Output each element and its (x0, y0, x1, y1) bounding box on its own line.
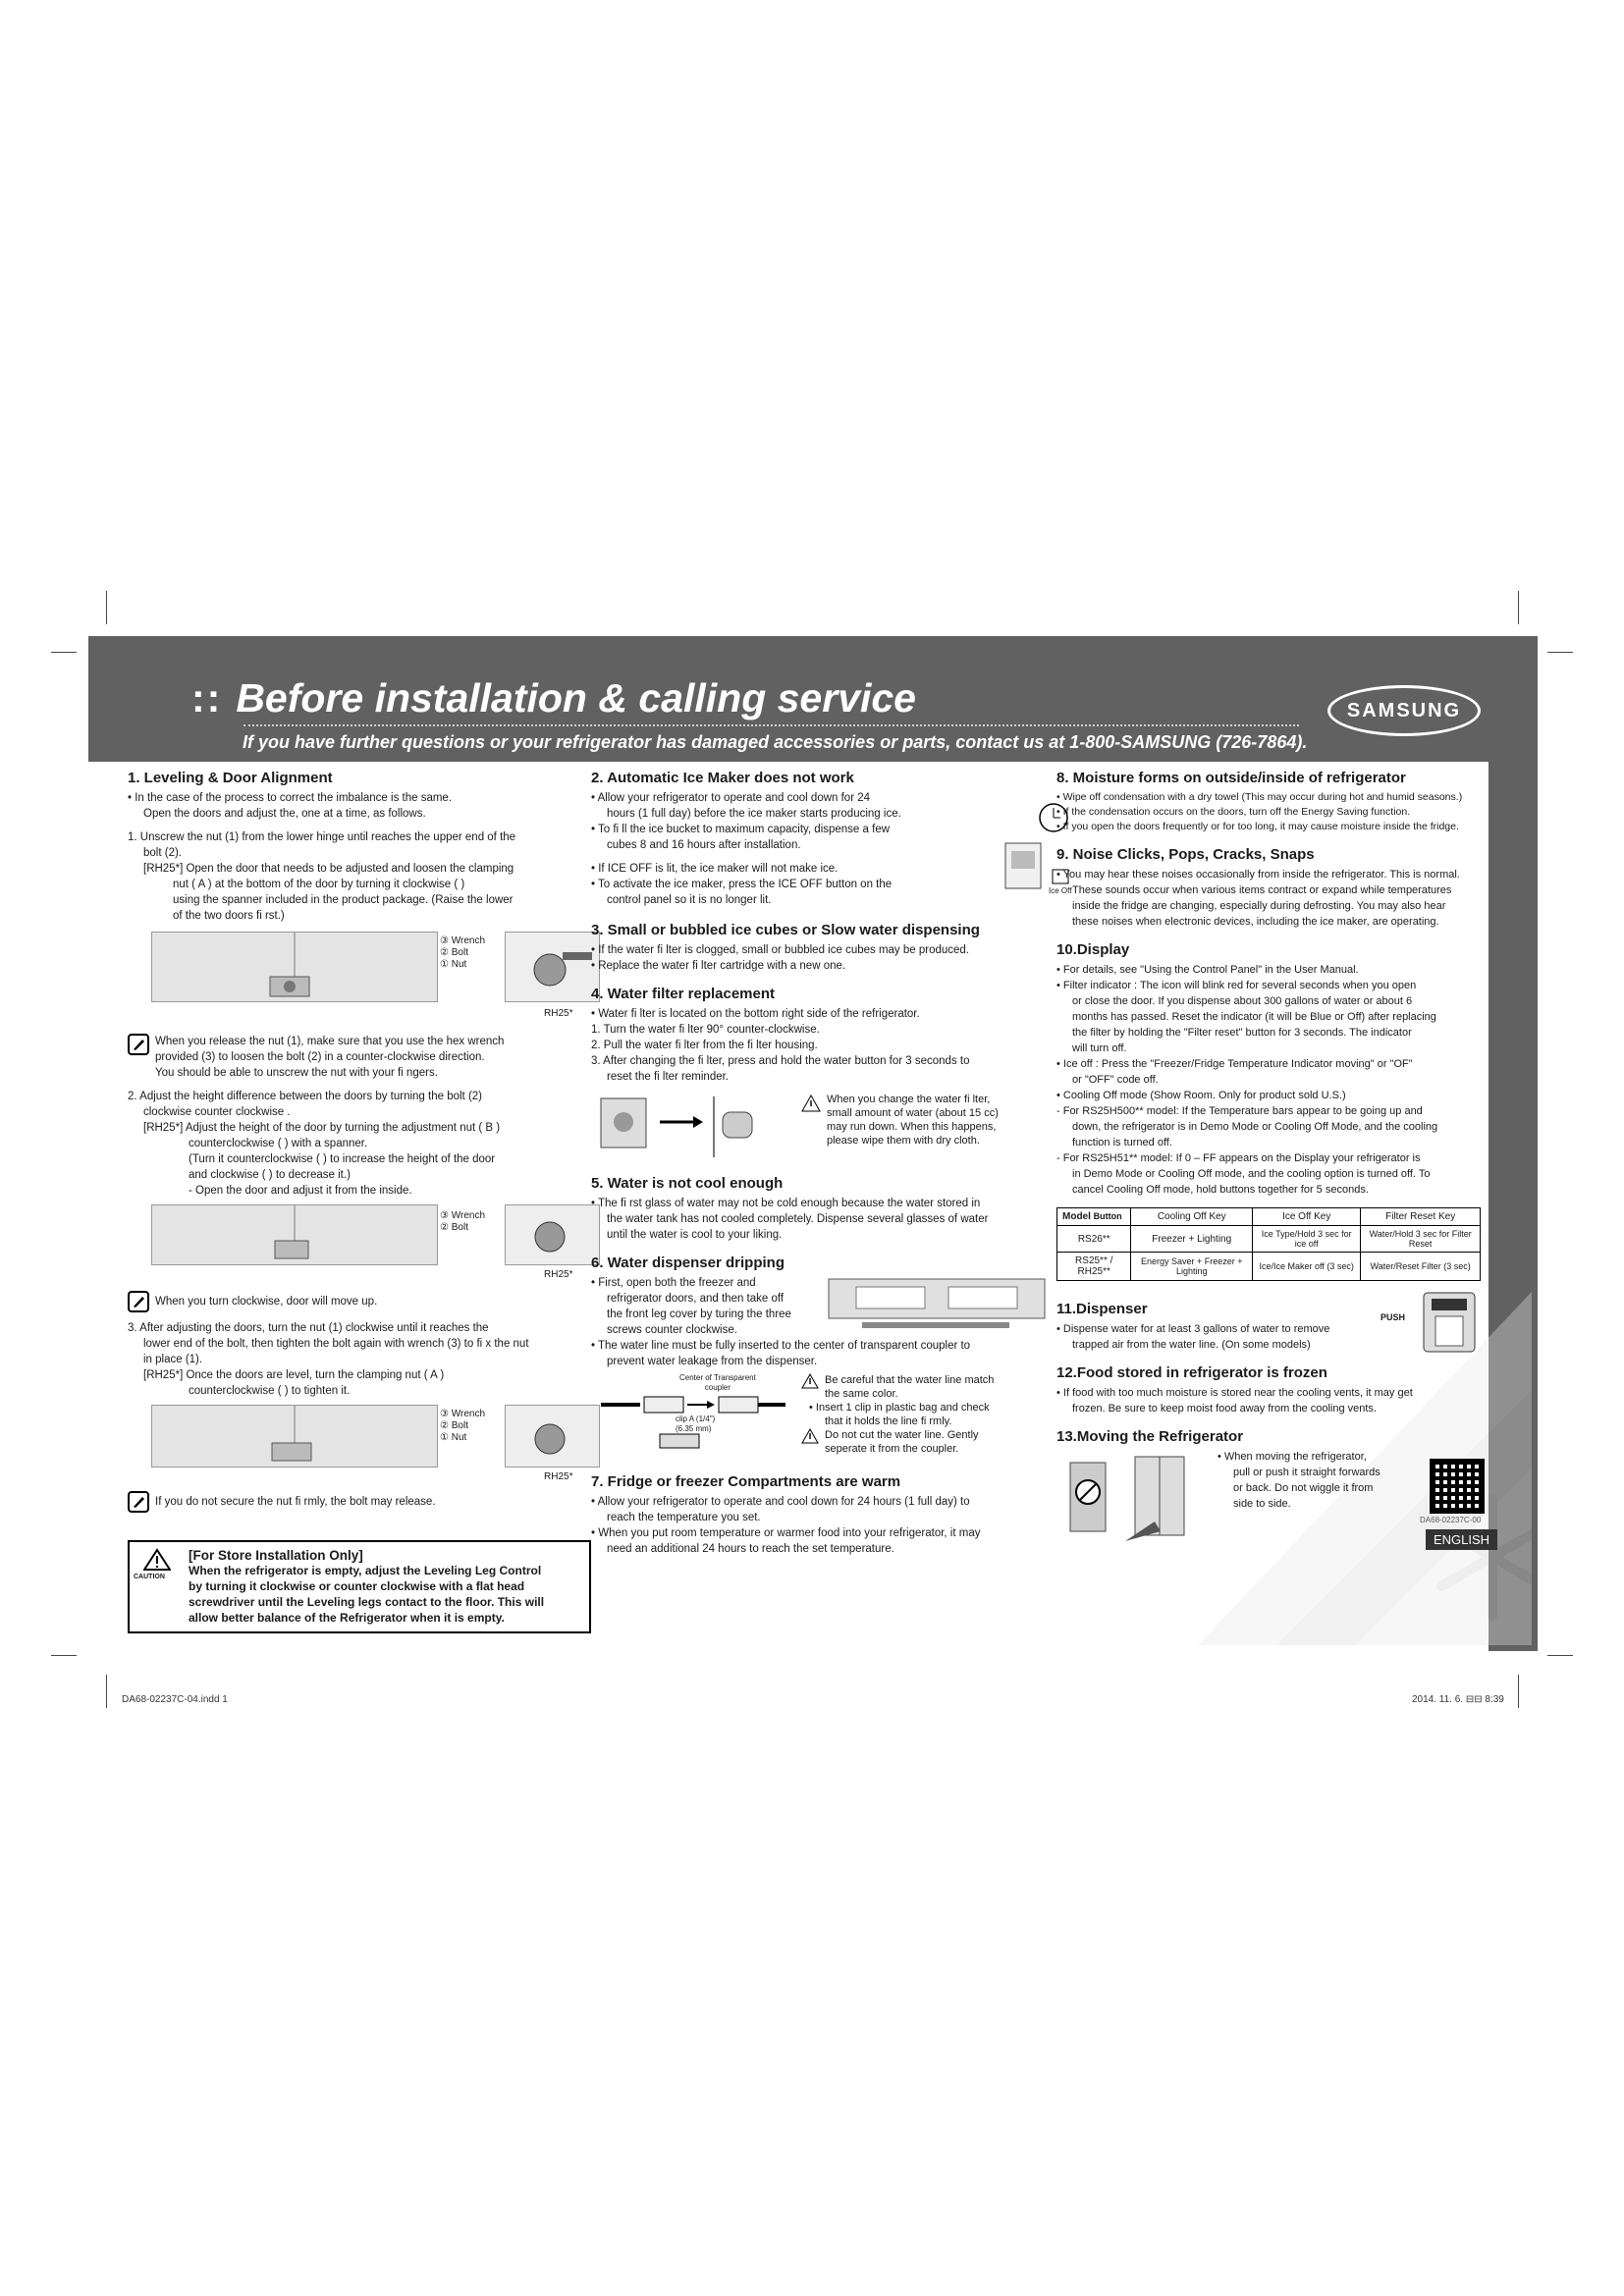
s1-step2: (Turn it counterclockwise ( ) to increase the height of the door (189, 1153, 496, 1165)
s6-text: • First, open both the freezer and (591, 1277, 756, 1289)
s4-text: 3. After changing the fi lter, press and hold the water button for 3 seconds to (591, 1055, 970, 1067)
coupler-note-text: seperate it from the coupler. (825, 1443, 959, 1455)
table-cell: Water/Reset Filter (3 sec) (1361, 1253, 1481, 1281)
coupler-note-1 (801, 1373, 994, 1401)
rh25-bolt-illustration (505, 1204, 600, 1265)
label-wrench: ③ Wrench (440, 1210, 486, 1221)
door-bolt-illustration (151, 1204, 438, 1265)
section-12-title: 12.Food stored in refrigerator is frozen (1056, 1364, 1327, 1381)
s12-text: • If food with too much moisture is stored near the cooling vents, it may get (1056, 1387, 1413, 1399)
coupler-figure (591, 1373, 1102, 1458)
table-cell: RS26** (1057, 1226, 1131, 1253)
s10-text: cancel Cooling Off mode, hold buttons together for 5 seconds. (1072, 1184, 1369, 1196)
s10-text: in Demo Mode or Cooling Off mode, and the cooling option is turned off. To (1072, 1168, 1431, 1180)
section-10-title: 10.Display (1056, 941, 1130, 958)
warning-triangle-icon (801, 1428, 819, 1444)
label-bolt: ② Bolt (440, 1420, 468, 1431)
coupler-label (679, 1373, 756, 1393)
clamp-drawing-icon (506, 1406, 599, 1467)
header-button-label: Button (1093, 1211, 1122, 1221)
s2-text: • To fi ll the ice bucket to maximum capacity, dispense a few (591, 824, 891, 835)
title-text: Before installation & calling service (236, 675, 916, 721)
s9-text: these noises when electronic devices, including the ice maker, are operating. (1072, 916, 1439, 928)
s10-text: or "OFF" code off. (1072, 1074, 1159, 1086)
section-6-body (591, 1275, 1102, 1338)
s10-text: down, the refrigerator is in Demo Mode or Cooling Off Mode, and the cooling (1072, 1121, 1438, 1133)
table-row (1057, 1226, 1481, 1253)
hinge-drawing-icon (152, 933, 437, 1001)
s8-text: • Wipe off condensation with a dry towel (This may occur during hot and humid seasons.) (1056, 791, 1463, 803)
note-3-text: If you do not secure the nut fi rmly, the bolt may release. (155, 1496, 436, 1508)
s9-text: • You may hear these noises occasionally from inside the refrigerator. This is normal. (1056, 869, 1460, 881)
caution-text: allow better balance of the Refrigerator when it is empty. (189, 1611, 505, 1625)
filter-note (827, 1093, 999, 1148)
label-wrench: ③ Wrench (440, 1409, 486, 1419)
figure-3-labels (440, 1409, 485, 1444)
section-2-title: 2. Automatic Ice Maker does not work (591, 770, 854, 786)
s8-text: • If the condensation occurs on the doors, turn off the Energy Saving function. (1056, 806, 1411, 818)
s4-text: 1. Turn the water fi lter 90° counter-clockwise. (591, 1024, 820, 1036)
s11-text: trapped air from the water line. (On some models) (1072, 1339, 1311, 1351)
s1-step1: 1. Unscrew the nut (1) from the lower hinge until reaches the upper end of the (128, 831, 516, 843)
note-1 (128, 1034, 638, 1081)
label-nut: ① Nut (440, 959, 467, 970)
s10-text: function is turned off. (1072, 1137, 1172, 1148)
clip-label-line: (6.35 mm) (676, 1424, 712, 1433)
ice-maker-icon (1003, 841, 1043, 890)
warning-triangle-icon (801, 1373, 819, 1389)
figure-1-model: RH25* (544, 1008, 573, 1019)
s1-step1: of the two doors fi rst.) (173, 910, 285, 922)
s7-text: • When you put room temperature or warmer food into your refrigerator, it may (591, 1527, 981, 1539)
figure-2-model: RH25* (544, 1269, 573, 1280)
coupler-note-text: the same color. (825, 1388, 898, 1400)
dotted-divider (244, 724, 1299, 726)
s4-text: • Water fi lter is located on the bottom right side of the refrigerator. (591, 1008, 920, 1020)
section-13-body (1056, 1449, 1489, 1557)
note-1-text: You should be able to unscrew the nut with your fi ngers. (155, 1067, 438, 1079)
column-left (128, 770, 638, 1633)
figure-2-labels (440, 1210, 485, 1234)
s5-text: • The fi rst glass of water may not be cold enough because the water stored in (591, 1198, 981, 1209)
s10-text: • For details, see "Using the Control Panel" in the User Manual. (1056, 964, 1359, 976)
s10-text: or close the door. If you dispense about 300 gallons of water or about 6 (1072, 995, 1413, 1007)
figure-2 (151, 1204, 638, 1287)
s10-text: • Cooling Off mode (Show Room. Only for product sold U.S.) (1056, 1090, 1346, 1101)
s13-text: pull or push it straight forwards (1233, 1467, 1380, 1478)
s1-text: Open the doors and adjust the, one at a time, as follows. (143, 808, 426, 820)
subtitle: If you have further questions or your refrigerator has damaged accessories or parts, contact us at 1-800-SAMSUNG (726-7864). (243, 732, 1308, 752)
coupler-note-text: Be careful that the water line match (825, 1374, 995, 1386)
coupler-note-text: • Insert 1 clip in plastic bag and check (809, 1402, 990, 1414)
section-6-title: 6. Water dispenser dripping (591, 1255, 785, 1271)
caution-title: [For Store Installation Only] (189, 1548, 363, 1563)
crop-mark (1547, 652, 1573, 653)
s3-text: • If the water fi lter is clogged, small or bubbled ice cubes may be produced. (591, 944, 970, 956)
s7-text: need an additional 24 hours to reach the set temperature. (607, 1543, 894, 1555)
ice-off-label: Ice Off (1049, 886, 1072, 895)
clip-label-line: clip A (1/4") (676, 1415, 716, 1423)
note-1-text: When you release the nut (1), make sure that you use the hex wrench (155, 1036, 505, 1047)
s10-text: • Filter indicator : The icon will blink red for several seconds when you open (1056, 980, 1417, 991)
s1-step3: lower end of the bolt, then tighten the bolt again with wrench (3) to fi x the nut (143, 1338, 529, 1350)
table-row (1057, 1253, 1481, 1281)
crop-mark (106, 591, 107, 624)
document-code: DA68-02237C-00 (1420, 1516, 1482, 1524)
hinge-illustration (151, 932, 438, 1002)
s10-text: months has passed. Reset the indicator (it will be Blue or Off) after replacing (1072, 1011, 1436, 1023)
caution-box (128, 1540, 591, 1633)
s2-text: • Allow your refrigerator to operate and cool down for 24 (591, 792, 871, 804)
crop-mark (1518, 591, 1519, 624)
s2-text: cubes 8 and 16 hours after installation. (607, 839, 801, 851)
caution-triangle-icon (143, 1548, 171, 1572)
section-2-body (591, 790, 1102, 908)
s9-text: inside the fridge are changing, especially during defrosting. You may also hear (1072, 900, 1446, 912)
warning-triangle-icon (801, 1095, 821, 1112)
s4-text: reset the fi lter reminder. (607, 1071, 729, 1083)
s1-step3: counterclockwise ( ) to tighten it. (189, 1385, 351, 1397)
note-pencil-icon (128, 1291, 149, 1312)
section-11 (1056, 1301, 1489, 1353)
section-8-title: 8. Moisture forms on outside/inside of refrigerator (1056, 770, 1406, 786)
crop-mark (106, 1675, 107, 1708)
s4-text: 2. Pull the water fi lter from the fi lter housing. (591, 1040, 818, 1051)
s1-step1: nut ( A ) at the bottom of the door by turning it clockwise ( ) (173, 879, 465, 890)
moving-text (1218, 1449, 1380, 1512)
adjust-nut-drawing-icon (506, 1205, 599, 1264)
footer-date: 2014. 11. 6. ⊟⊟ 8:39 (1412, 1694, 1504, 1705)
section-7-title: 7. Fridge or freezer Compartments are warm (591, 1473, 901, 1490)
note-1-text: provided (3) to loosen the bolt (2) in a counter-clockwise direction. (155, 1051, 485, 1063)
s1-text: • In the case of the process to correct the imbalance is the same. (128, 792, 453, 804)
clip-label (676, 1415, 715, 1434)
filter-note-text: please wipe them with dry cloth. (827, 1135, 980, 1147)
nut-tighten-illustration (151, 1405, 438, 1468)
s11-text: • Dispense water for at least 3 gallons of water to remove (1056, 1323, 1330, 1335)
s10-text: will turn off. (1072, 1042, 1127, 1054)
s7-text: reach the temperature you set. (607, 1512, 761, 1523)
filter-note-text: When you change the water fi lter, (827, 1094, 991, 1105)
note-pencil-icon (128, 1491, 149, 1513)
crop-mark (51, 652, 77, 653)
s8-text: • If you open the doors frequently or for too long, it may cause moisture inside the fridge. (1056, 821, 1459, 832)
label-wrench: ③ Wrench (440, 935, 486, 946)
s1-step2: counterclockwise ( ) with a spanner. (189, 1138, 368, 1149)
s6-text: • The water line must be fully inserted to the center of transparent coupler to (591, 1340, 971, 1352)
content-area (88, 762, 1489, 1651)
section-1-title: 1. Leveling & Door Alignment (128, 770, 333, 786)
label-nut: ① Nut (440, 1432, 467, 1443)
qr-code-icon (1430, 1459, 1485, 1514)
table-cell: Energy Saver + Freezer + Lighting (1131, 1253, 1253, 1281)
note-3 (128, 1491, 638, 1513)
s1-step1: [RH25*] Open the door that needs to be adjusted and loosen the clamping (143, 863, 514, 875)
dispenser-icon (1422, 1291, 1477, 1354)
table-cell: Freezer + Lighting (1131, 1226, 1253, 1253)
note-2 (128, 1291, 638, 1312)
rh25-nut-illustration (505, 1405, 600, 1468)
table-cell: Ice/Ice Maker off (3 sec) (1253, 1253, 1361, 1281)
crop-mark (51, 1655, 77, 1656)
s6-text: the front leg cover by turing the three (607, 1308, 791, 1320)
coupler-note-text: that it holds the line fi rmly. (825, 1415, 952, 1427)
button-key-table (1056, 1207, 1481, 1281)
table-header-row (1057, 1208, 1481, 1226)
s6-text: refrigerator doors, and then take off (607, 1293, 785, 1305)
coupler-label-line: Center of Transparent (679, 1373, 756, 1382)
samsung-logo: SAMSUNG (1327, 685, 1481, 736)
coupler-note-text: Do not cut the water line. Gently (825, 1429, 979, 1441)
column-right (1056, 770, 1489, 1557)
nut-drawing-icon (152, 1406, 437, 1467)
column-middle (591, 770, 1102, 1557)
filter-figure (591, 1093, 1102, 1169)
table-cell: Water/Hold 3 sec for Filter Reset (1361, 1226, 1481, 1253)
s5-text: until the water is cool to your liking. (607, 1229, 783, 1241)
footer-filename: DA68-02237C-04.indd 1 (122, 1694, 228, 1705)
caution-label: CAUTION (134, 1574, 165, 1580)
figure-1-labels (440, 935, 485, 971)
s3-text: • Replace the water fi lter cartridge with a new one. (591, 960, 846, 972)
s1-step2: [RH25*] Adjust the height of the door by turning the adjustment nut ( B ) (143, 1122, 501, 1134)
table-cell: Ice Type/Hold 3 sec for ice off (1253, 1226, 1361, 1253)
table-header-model (1057, 1208, 1131, 1226)
figure-1 (151, 932, 638, 1030)
page-title (191, 675, 916, 721)
table-header: Filter Reset Key (1361, 1208, 1481, 1226)
s1-step2: 2. Adjust the height difference between the doors by turning the bolt (2) (128, 1091, 482, 1102)
section-13-title: 13.Moving the Refrigerator (1056, 1428, 1244, 1445)
s1-step2: - Open the door and adjust it from the inside. (189, 1185, 412, 1197)
s10-text: • Ice off : Press the "Freezer/Fridge Temperature Indicator moving" or "OF" (1056, 1058, 1413, 1070)
push-label: PUSH (1380, 1312, 1406, 1322)
s6-text: prevent water leakage from the dispenser. (607, 1356, 818, 1367)
s10-text: - For RS25H500** model: If the Temperature bars appear to be going up and (1056, 1105, 1423, 1117)
moving-refrigerator-drawing-icon (1066, 1453, 1204, 1551)
s1-step2: and clockwise ( ) to decrease it.) (189, 1169, 351, 1181)
s1-step3: 3. After adjusting the doors, turn the nut (1) clockwise until it reaches the (128, 1322, 489, 1334)
section-3-title: 3. Small or bubbled ice cubes or Slow water dispensing (591, 922, 980, 938)
s13-text: • When moving the refrigerator, (1218, 1451, 1367, 1463)
bolt-drawing-icon (152, 1205, 437, 1264)
s2-text: • If ICE OFF is lit, the ice maker will not make ice. (591, 863, 839, 875)
caution-text: by turning it clockwise or counter clockwise with a flat head (189, 1579, 525, 1593)
s1-step1: using the spanner included in the product package. (Raise the lower (173, 894, 514, 906)
s9-text: These sounds occur when various items contract or expand while temperatures (1072, 884, 1452, 896)
s2-text: • To activate the ice maker, press the ICE OFF button on the (591, 879, 893, 890)
s1-step1: bolt (2). (143, 847, 182, 859)
crop-mark (1518, 1675, 1519, 1708)
note-pencil-icon (128, 1034, 149, 1055)
table-cell: RS25** / RH25** (1057, 1253, 1131, 1281)
header-band (88, 636, 1538, 762)
caution-text: screwdriver until the Leveling legs contact to the floor. This will (189, 1595, 545, 1609)
language-badge: ENGLISH (1426, 1529, 1497, 1550)
filter-note-text: small amount of water (about 15 cc) (827, 1107, 999, 1119)
filter-note-text: may run down. When this happens, (827, 1121, 997, 1133)
s2-text: hours (1 full day) before the ice maker starts producing ice. (607, 808, 901, 820)
coupler-notes (801, 1373, 994, 1456)
s1-step3: in place (1). (143, 1354, 203, 1365)
document-sheet (88, 636, 1538, 1651)
table-header: Ice Off Key (1253, 1208, 1361, 1226)
section-4-title: 4. Water filter replacement (591, 986, 776, 1002)
section-5-title: 5. Water is not cool enough (591, 1175, 784, 1192)
note-2-text: When you turn clockwise, door will move up. (155, 1296, 378, 1308)
crop-mark (1547, 1655, 1573, 1656)
s1-step2: clockwise counter clockwise . (143, 1106, 291, 1118)
table-header: Cooling Off Key (1131, 1208, 1253, 1226)
s12-text: frozen. Be sure to keep moist food away from the cooling vents. (1072, 1403, 1377, 1415)
s2-text: control panel so it is no longer lit. (607, 894, 772, 906)
rh25-hinge-illustration (505, 932, 600, 1002)
label-bolt: ② Bolt (440, 947, 468, 958)
title-prefix: :: (191, 675, 223, 721)
s13-text: side to side. (1233, 1498, 1291, 1510)
figure-3-model: RH25* (544, 1471, 573, 1482)
caution-text: When the refrigerator is empty, adjust the Leveling Leg Control (189, 1564, 542, 1577)
s5-text: the water tank has not cooled completely. Dispense several glasses of water (607, 1213, 989, 1225)
coupler-note-2 (801, 1428, 994, 1456)
label-bolt: ② Bolt (440, 1222, 468, 1233)
s6-text: screws counter clockwise. (607, 1324, 737, 1336)
filter-replacement-drawing-icon (599, 1093, 776, 1161)
figure-3 (151, 1405, 638, 1487)
coupler-label-line: coupler (704, 1383, 731, 1392)
section-11-title: 11.Dispenser (1056, 1301, 1148, 1317)
s13-text: or back. Do not wiggle it from (1233, 1482, 1374, 1494)
s7-text: • Allow your refrigerator to operate and cool down for 24 hours (1 full day) to (591, 1496, 970, 1508)
header-model-label: Model (1062, 1211, 1091, 1222)
leg-cover-drawing-icon (827, 1275, 1048, 1334)
wrench-drawing-icon (506, 933, 599, 1001)
section-9-title: 9. Noise Clicks, Pops, Cracks, Snaps (1056, 846, 1315, 863)
s1-step3: [RH25*] Once the doors are level, turn the clamping nut ( A ) (143, 1369, 445, 1381)
s10-text: the filter by holding the "Filter reset" button for 3 seconds. The indicator (1072, 1027, 1412, 1039)
s10-text: - For RS25H51** model: If 0 – FF appears on the Display your refrigerator is (1056, 1152, 1421, 1164)
